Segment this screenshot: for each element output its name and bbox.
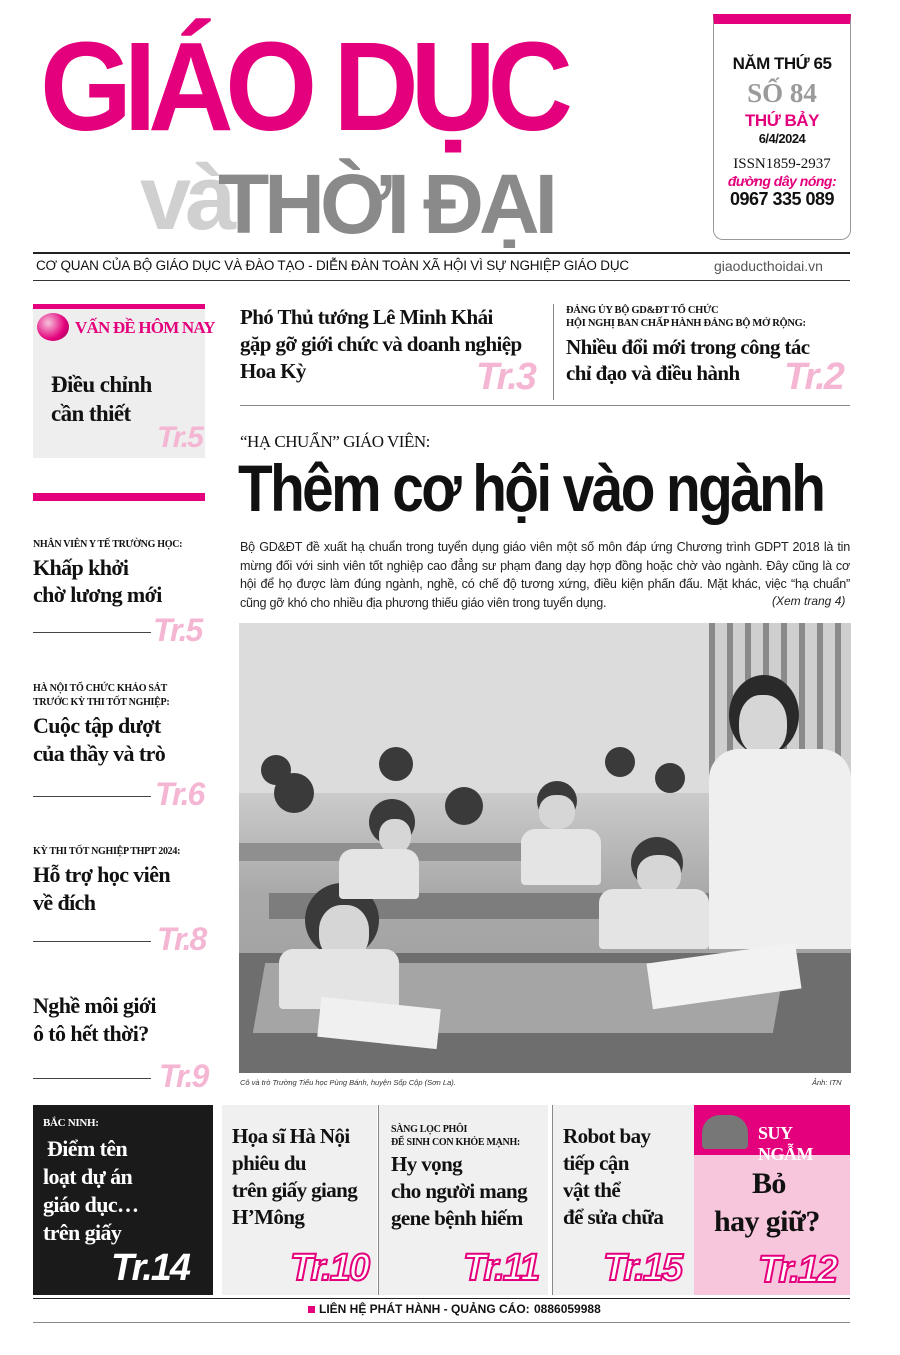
sang-loc-l3: gene bệnh hiếm	[391, 1206, 523, 1230]
hoa-si-page: Tr.10	[290, 1247, 369, 1289]
top-story-2[interactable]	[566, 302, 851, 400]
sidebar-item-3-page: Tr.8	[157, 921, 206, 957]
suy-ngam-page: Tr.12	[758, 1249, 837, 1291]
sang-loc-page: Tr.11	[463, 1247, 539, 1289]
bac-ninh-l2: loạt dự án	[43, 1164, 133, 1189]
sidebar-item-4-title-2: ô tô hết thời?	[33, 1021, 149, 1046]
sidebar-item-1-title-1: Khấp khởi	[33, 555, 129, 580]
sidebar-item-4-title-1: Nghề môi giới	[33, 993, 156, 1018]
sidebar-item-2[interactable]	[33, 682, 205, 812]
bac-ninh-l1: Điểm tên	[47, 1136, 128, 1161]
lead-photo	[239, 623, 851, 1073]
sidebar-item-2-title-1: Cuộc tập dượt	[33, 713, 161, 738]
globe-icon	[37, 313, 69, 341]
top-story-1-title-2: gặp gỡ giới chức và doanh nghiệp	[240, 332, 522, 356]
masthead-title-top: GIÁO DỤC	[40, 16, 565, 157]
bottom-sang-loc[interactable]	[378, 1105, 548, 1295]
sidebar-item-3-title-2: về đích	[33, 890, 96, 915]
top-story-1-title-1: Phó Thủ tướng Lê Minh Khái	[240, 305, 493, 329]
bac-ninh-l4: trên giấy	[43, 1220, 122, 1245]
bac-ninh-l3: giáo dục…	[43, 1192, 139, 1217]
sidebar-item-1[interactable]	[33, 538, 205, 650]
sidebar-item-2-kicker-2: TRƯỚC KỲ THI TỐT NGHIỆP:	[33, 697, 170, 708]
lead-body: Bộ GD&ĐT đề xuất hạ chuẩn trong tuyển dụng giáo viên một số môn đáp ứng Chương trình GDPT 2018 là tin mừng đối với sinh viên tốt nghiệp cao đẳng sư phạm đang dạy hợp đồng hoặc chờ vào ngành. Đây cũng là cơ hội để họ được làm đúng ngành, nghề, có chế độ tương xứng, điều kiện phấn đấu. Mặt khác, việc “hạ chuẩn” cũng gỡ khó cho nhiều địa phương thiếu giáo viên trong tuyển dụng.	[240, 540, 850, 610]
masthead-website: giaoducthoidai.vn	[714, 258, 823, 274]
suy-ngam-header-text: SUY NGẪM	[758, 1123, 813, 1164]
issue-hotline: 0967 335 089	[729, 189, 835, 209]
top-story-1[interactable]	[240, 304, 545, 400]
footer-phone: 0886059988	[534, 1302, 601, 1316]
sidebar-item-3-kicker: KỲ THI TỐT NGHIỆP THPT 2024:	[33, 846, 181, 857]
footer-contact: LIÊN HỆ PHÁT HÀNH - QUẢNG CÁO:	[319, 1302, 530, 1316]
topic-today-page: Tr.5	[157, 421, 202, 454]
reader-icon	[702, 1115, 748, 1149]
top-story-2-kicker-2: HỘI NGHỊ BAN CHẤP HÀNH ĐẢNG BỘ MỞ RỘNG:	[566, 318, 806, 329]
top-story-2-title-1: Nhiều đổi mới trong công tác	[566, 335, 810, 359]
suy-ngam-header	[694, 1111, 850, 1164]
topic-today-title-1: Điều chỉnh	[51, 372, 152, 397]
masthead-title-va: và	[140, 147, 231, 249]
bottom-robot[interactable]	[552, 1105, 694, 1295]
top-story-1-page: Tr.3	[476, 356, 535, 398]
issue-weekday: THỨ BẢY	[745, 111, 819, 130]
sidebar-item-2-kicker-1: HÀ NỘI TỔ CHỨC KHẢO SÁT	[33, 683, 167, 694]
issue-year: NĂM THỨ 65	[732, 54, 832, 73]
robot-l4: để sửa chữa	[563, 1205, 664, 1229]
masthead	[0, 0, 900, 285]
lead-headline: Thêm cơ hội vào ngành	[238, 451, 824, 525]
robot-page: Tr.15	[603, 1247, 682, 1289]
sang-loc-l2: cho người mang	[391, 1179, 528, 1203]
hoa-si-l2: phiêu du	[232, 1151, 307, 1175]
bottom-hoa-si[interactable]	[222, 1105, 377, 1295]
sang-loc-k2: ĐỂ SINH CON KHỎE MẠNH:	[391, 1137, 520, 1148]
topic-today-box[interactable]	[33, 304, 215, 458]
bac-ninh-kicker: BẮC NINH:	[43, 1117, 99, 1129]
issue-number: SỐ 84	[747, 78, 817, 108]
topic-today-title-2: cần thiết	[51, 401, 131, 426]
robot-l1: Robot bay	[563, 1124, 651, 1148]
photo-credit: Ảnh: ITN	[812, 1078, 842, 1087]
lead-see-more: (Xem trang 4)	[772, 594, 846, 608]
masthead-tagline: CƠ QUAN CỦA BỘ GIÁO DỤC VÀ ĐÀO TẠO - DIỄN ĐÀN TOÀN XÃ HỘI VÌ SỰ NGHIỆP GIÁO DỤC	[36, 258, 629, 273]
sidebar-item-1-title-2: chờ lương mới	[33, 582, 162, 607]
sidebar-item-1-page: Tr.5	[153, 612, 202, 648]
bottom-bac-ninh[interactable]	[33, 1105, 213, 1295]
sidebar-item-1-kicker: NHÂN VIÊN Y TẾ TRƯỜNG HỌC:	[33, 539, 183, 550]
sang-loc-l1: Hy vọng	[391, 1152, 463, 1176]
sang-loc-k1: SÀNG LỌC PHÔI	[391, 1124, 468, 1135]
bac-ninh-page: Tr.14	[111, 1247, 190, 1289]
suy-ngam-l1: Bỏ	[752, 1167, 786, 1200]
sidebar-item-3-title-1: Hỗ trợ học viên	[33, 862, 170, 887]
issue-hotline-label: đường dây nóng:	[727, 173, 837, 189]
masthead-title-bottom: THỜI ĐẠI	[218, 157, 553, 251]
top-story-2-kicker-1: ĐẢNG ỦY BỘ GD&ĐT TỔ CHỨC	[566, 305, 719, 316]
photo-caption: Cô và trò Trường Tiểu học Pùng Bánh, huyện Sốp Cộp (Sơn La).	[240, 1078, 456, 1087]
lead-story[interactable]	[238, 432, 851, 612]
suy-ngam-l2: hay giữ?	[714, 1205, 820, 1238]
sidebar-item-4-page: Tr.9	[159, 1058, 208, 1094]
issue-date: 6/4/2024	[758, 131, 806, 146]
issue-issn: ISSN1859-2937	[733, 156, 831, 172]
hoa-si-l4: H’Mông	[232, 1205, 305, 1229]
top-story-2-title-2: chỉ đạo và điều hành	[566, 361, 740, 385]
topic-today-header-text: VẤN ĐỀ HÔM NAY	[75, 318, 215, 337]
robot-l3: vật thể	[563, 1178, 621, 1202]
sidebar-item-3[interactable]	[33, 845, 205, 957]
sidebar-item-2-title-2: của thầy và trò	[33, 741, 166, 766]
bottom-suy-ngam[interactable]	[694, 1105, 850, 1295]
lead-kicker: “HẠ CHUẨN” GIÁO VIÊN:	[240, 432, 430, 451]
sidebar-item-4[interactable]	[33, 992, 208, 1094]
robot-l2: tiếp cận	[563, 1151, 629, 1175]
hoa-si-l1: Họa sĩ Hà Nội	[232, 1124, 350, 1148]
top-story-2-page: Tr.2	[784, 356, 843, 398]
top-story-1-title-3: Hoa Kỳ	[240, 359, 306, 383]
topic-today-header	[33, 309, 215, 347]
hoa-si-l3: trên giấy giang	[232, 1178, 358, 1202]
issue-box	[713, 14, 851, 240]
sidebar-item-2-page: Tr.6	[155, 776, 204, 812]
